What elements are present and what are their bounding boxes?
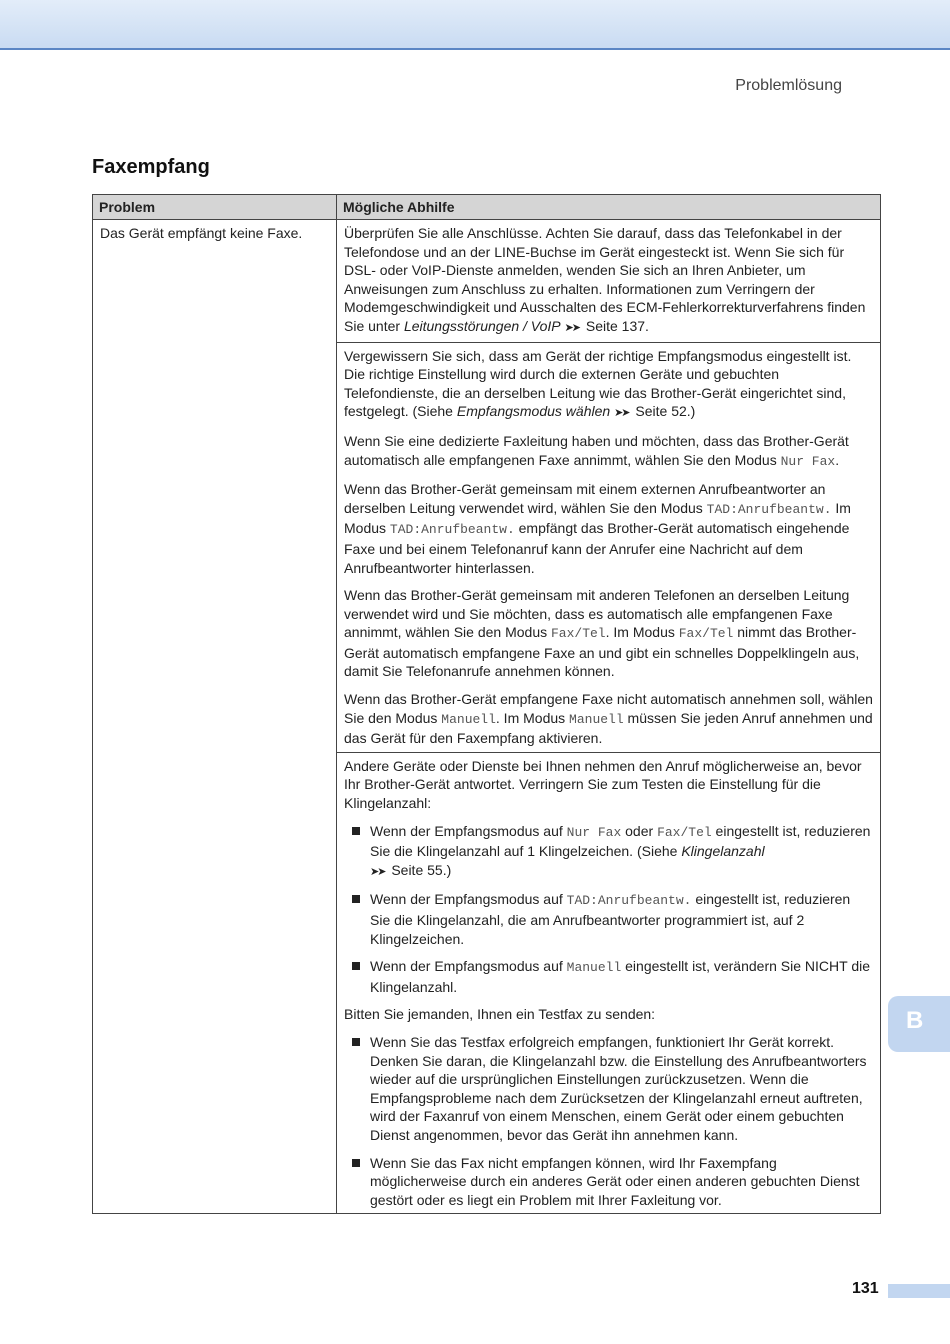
table-header-row bbox=[93, 195, 881, 220]
double-arrow-icon: ➤➤ bbox=[370, 865, 385, 878]
remedy-cell-receive-mode bbox=[337, 342, 881, 752]
square-bullet-icon bbox=[352, 827, 360, 835]
list-item: Wenn Sie das Fax nicht empfangen können, wird Ihr Faxempfang möglicherweise durch ein anderes Gerät oder einen anderen gebuchten Dienst gestört oder es liegt ein Problem mit Ihrer Faxleitung vor. bbox=[370, 1154, 873, 1210]
remedy-cell-ring-delay bbox=[337, 752, 881, 1213]
remedy-paragraph: Wenn das Brother-Gerät gemeinsam mit einem externen Anrufbeantworter an derselben Leitung verwendet wird, wählen Sie den Modus TAD:Anrufbeantw. Im Modus TAD:Anrufbeantw. empfängt das Brother-Gerät automatisch eingehende Faxe und bei einem Telefonanruf kann der Anrufer eine Nachricht auf dem Anrufbeantworter hinterlassen. bbox=[344, 481, 851, 576]
remedy-paragraph: Vergewissern Sie sich, dass am Gerät der richtige Empfangsmodus eingestellt ist. Die richtige Einstellung wird durch die externen Geräte und gebuchten Telefondienste, die an derselben Leitung wie das Brother-Gerät eingerichtet sind, festgelegt. (Siehe Empfangsmodus wählen ➤➤ Seite 52.) bbox=[344, 347, 852, 420]
list-item: Wenn der Empfangsmodus auf TAD:Anrufbeantw. eingestellt ist, reduzieren Sie die Klingelanzahl, die am Anrufbeantworter programmiert ist, auf 2 Klingelzeichen. bbox=[370, 890, 873, 948]
mode-name: Fax/Tel bbox=[678, 626, 734, 642]
chapter-tab-label: B bbox=[906, 1007, 924, 1034]
page-number: 131 bbox=[852, 1280, 879, 1297]
column-header-problem: Problem bbox=[93, 195, 337, 220]
square-bullet-icon bbox=[352, 895, 360, 903]
running-header: Problemlösung bbox=[735, 77, 842, 94]
remedy-paragraph: Wenn das Brother-Gerät empfangene Faxe nicht automatisch annehmen soll, wählen Sie den Modus Manuell. Im Modus Manuell müssen Sie jeden Anruf annehmen und das Gerät für den Faxempfang aktivieren. bbox=[344, 691, 873, 747]
bullet-list bbox=[344, 822, 873, 997]
problem-cell: Das Gerät empfängt keine Faxe. bbox=[93, 220, 337, 1214]
remedy-paragraph: Überprüfen Sie alle Anschlüsse. Achten Sie darauf, dass das Telefonkabel in der Telefondose und an der LINE-Buchse im Gerät eingesteckt ist. Wenn Sie sich für DSL- oder VoIP-Dienste anmelden, wenden Sie sich an Ihren Anbieter, um Anweisungen zum Anschluss zu erhalten. Informationen zum Verringern der Modemgeschwindigkeit und Ausschalten des ECM-Fehlerkorrekturverfahrens finden Sie unter Leitungsstörungen / VoIP ➤➤ Seite 137. bbox=[344, 225, 866, 334]
bullet-list bbox=[344, 1033, 873, 1209]
mode-name: Fax/Tel bbox=[551, 626, 606, 642]
table-row bbox=[93, 220, 881, 343]
column-header-remedy: Mögliche Abhilfe bbox=[337, 195, 881, 220]
remedy-paragraph: Bitten Sie jemanden, Ihnen ein Testfax zu senden: bbox=[344, 1006, 656, 1023]
square-bullet-icon bbox=[352, 1038, 360, 1046]
section-title: Faxempfang bbox=[92, 156, 210, 178]
square-bullet-icon bbox=[352, 1159, 360, 1167]
remedy-cell-connections bbox=[337, 220, 881, 343]
list-item: Wenn der Empfangsmodus auf Manuell eingestellt ist, verändern Sie NICHT die Klingelanzahl. bbox=[370, 957, 873, 996]
troubleshooting-table bbox=[92, 194, 881, 1214]
mode-name: Manuell bbox=[566, 960, 622, 976]
mode-name: Fax/Tel bbox=[657, 824, 712, 840]
top-banner bbox=[0, 0, 950, 50]
list-item: Wenn Sie das Testfax erfolgreich empfangen, funktioniert Ihr Gerät korrekt. Denken Sie daran, die Klingelanzahl bzw. die Einstellung des Anrufbeantworters wieder auf die ursprünglichen Einstellungen zurückzusetzen. Wenn die Empfangsprobleme nach dem Zurücksetzen der Klingelanzahl erneut auftreten, wird der Faxanruf von einem Menschen, einem Gerät oder einem gebuchten Dienst angenommen, bevor das Gerät ihn annehmen kann. bbox=[370, 1033, 873, 1145]
footer-bar bbox=[888, 1284, 950, 1298]
mode-name: Manuell bbox=[441, 711, 496, 727]
double-arrow-icon: ➤➤ bbox=[564, 321, 579, 334]
cross-reference: Empfangsmodus wählen bbox=[456, 403, 611, 420]
mode-name: TAD:Anrufbeantw. bbox=[566, 893, 692, 909]
remedy-paragraph: Wenn das Brother-Gerät gemeinsam mit anderen Telefonen an derselben Leitung verwendet wird und Sie möchten, dass es automatisch alle empfangenen Faxe annimmt, wählen Sie den Modus Fax/Tel. Im Modus Fax/Tel nimmt das Brother-Gerät automatisch empfangene Faxe an und gibt ein schnelles Doppelklingeln aus, damit Sie Telefonanrufe annehmen können. bbox=[344, 587, 860, 680]
cross-reference: Leitungsstörungen / VoIP bbox=[403, 317, 561, 334]
mode-name: Nur Fax bbox=[780, 453, 836, 469]
chapter-tab bbox=[888, 996, 950, 1052]
remedy-paragraph: Wenn Sie eine dedizierte Faxleitung haben und möchten, dass das Brother-Gerät automatisch alle empfangenen Faxe annimmt, wählen Sie den Modus Nur Fax. bbox=[344, 432, 849, 469]
mode-name: Nur Fax bbox=[566, 824, 622, 840]
mode-name: TAD:Anrufbeantw. bbox=[389, 522, 515, 538]
mode-name: Manuell bbox=[569, 711, 624, 727]
remedy-paragraph: Andere Geräte oder Dienste bei Ihnen nehmen den Anruf möglicherweise an, bevor Ihr Brother-Gerät antwortet. Verringern Sie zum Testen die Einstellung für die Klingelanzahl: bbox=[344, 757, 862, 812]
square-bullet-icon bbox=[352, 962, 360, 970]
mode-name: TAD:Anrufbeantw. bbox=[706, 501, 832, 517]
cross-reference: Klingelanzahl bbox=[681, 843, 765, 860]
double-arrow-icon: ➤➤ bbox=[614, 407, 629, 420]
list-item: Wenn der Empfangsmodus auf Nur Fax oder Fax/Tel eingestellt ist, reduzieren Sie die Klingelanzahl auf 1 Klingelzeichen. (Siehe Klingelanzahl ➤➤ Seite 55.) bbox=[370, 822, 873, 882]
